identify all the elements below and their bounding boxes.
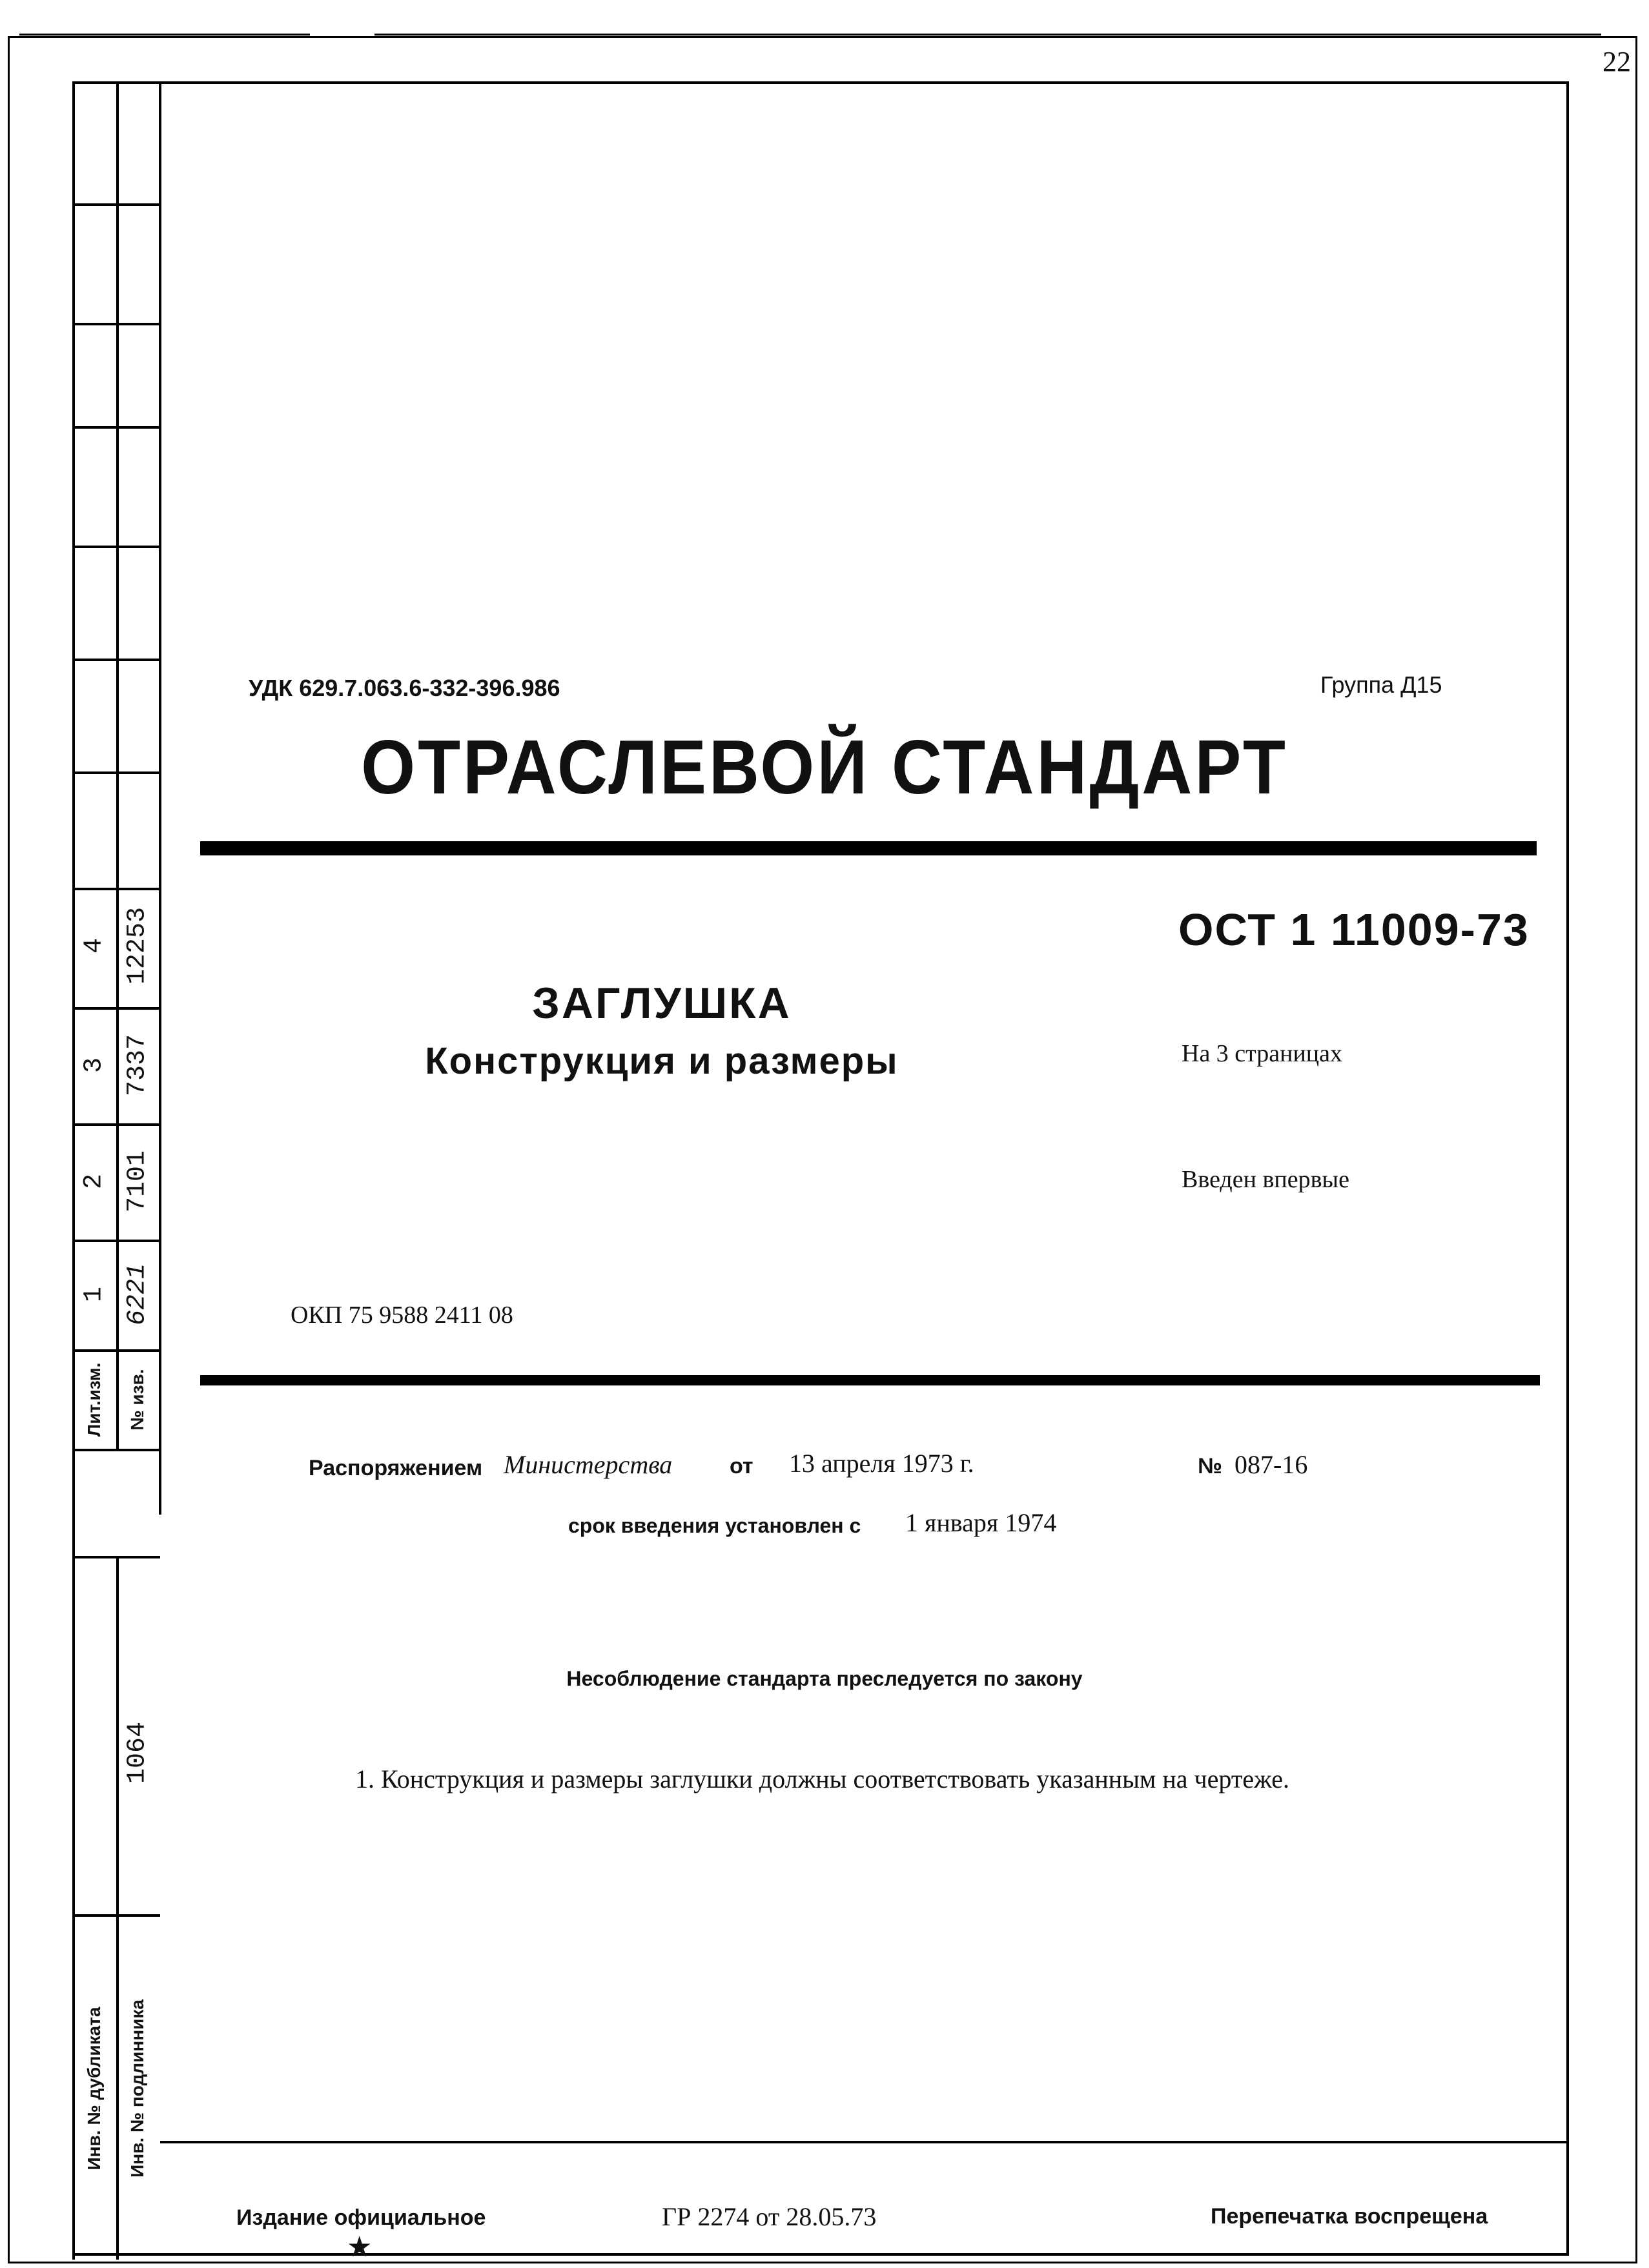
doc-number-7101: 7101 [123, 1150, 152, 1213]
strip-line [72, 1123, 160, 1126]
strip-line [72, 546, 160, 548]
first-intro-note: Введен впервые [1182, 1166, 1349, 1193]
change-number-2: 2 [79, 1173, 109, 1190]
strip-line [72, 426, 160, 429]
footer-official-edition: Издание официальное [236, 2205, 486, 2230]
okp-code: ОКП 75 9588 2411 08 [291, 1302, 513, 1329]
law-note: Несоблюдение стандарта преследуется по закону [566, 1667, 1083, 1690]
heavy-rule-top [200, 841, 1537, 855]
ost-number: ОСТ 1 11009-73 [1178, 904, 1530, 955]
group-code: Группа Д15 [1320, 671, 1442, 698]
original-label: Инв. № подлинника [127, 1999, 147, 2178]
duplicate-value: 1064 [123, 1721, 152, 1784]
strip-line [72, 888, 160, 890]
order-number-label: № [1198, 1454, 1222, 1478]
star-icon: ★ [347, 2231, 373, 2263]
strip-line [72, 323, 160, 325]
heavy-rule-bottom [200, 1375, 1540, 1385]
effective-label: срок введения установлен с [568, 1514, 861, 1537]
strip-line [72, 1349, 160, 1352]
order-number: 087-16 [1234, 1450, 1308, 1479]
strip-line [72, 659, 160, 661]
doc-number-12253: 12253 [123, 906, 152, 985]
doc-number-6221: 6221 [123, 1263, 152, 1326]
change-number-1: 1 [79, 1286, 109, 1303]
strip-line [72, 1556, 160, 1558]
body-paragraph: 1. Конструкция и размеры заглушки должны соответствовать указанным на чертеже. [355, 1764, 1289, 1793]
strip-line [72, 1240, 160, 1242]
doc-label: № изв. [127, 1369, 147, 1431]
strip-line [116, 1556, 119, 2260]
doc-subtitle: Конструкция и размеры [425, 1040, 899, 1082]
strip-line [72, 1449, 160, 1451]
change-number-3: 3 [79, 1057, 109, 1074]
page-number: 22 [1603, 46, 1631, 77]
duplicate-label: Инв. № дубликата [84, 2007, 104, 2171]
change-label: Лит.изм. [84, 1362, 104, 1437]
header-title: ОТРАСЛЕВОЙ СТАНДАРТ [361, 723, 1288, 810]
doc-title: ЗАГЛУШКА [532, 979, 792, 1028]
doc-number-7337: 7337 [123, 1034, 152, 1097]
strip-line [72, 1914, 160, 1917]
footer-rule [160, 2141, 1569, 2143]
effective-date: 1 января 1974 [905, 1508, 1057, 1537]
change-number-4: 4 [79, 937, 109, 954]
footer-registration: ГР 2274 от 28.05.73 [662, 2202, 877, 2231]
pages-note: На 3 страницах [1182, 1040, 1342, 1067]
strip-line [72, 1556, 75, 2260]
order-date: 13 апреля 1973 г. [789, 1449, 974, 1478]
strip-line [72, 203, 160, 206]
strip-line [72, 1007, 160, 1010]
top-edge-stroke [374, 34, 1601, 36]
order-label: Распоряжением [309, 1456, 483, 1480]
order-date-prefix: от [730, 1454, 753, 1478]
udk-code: УДК 629.7.063.6-332-396.986 [249, 675, 560, 701]
top-edge-stroke [19, 34, 310, 36]
order-authority: Министерства [504, 1450, 673, 1479]
footer-reprint-prohibited: Перепечатка воспрещена [1211, 2204, 1488, 2229]
